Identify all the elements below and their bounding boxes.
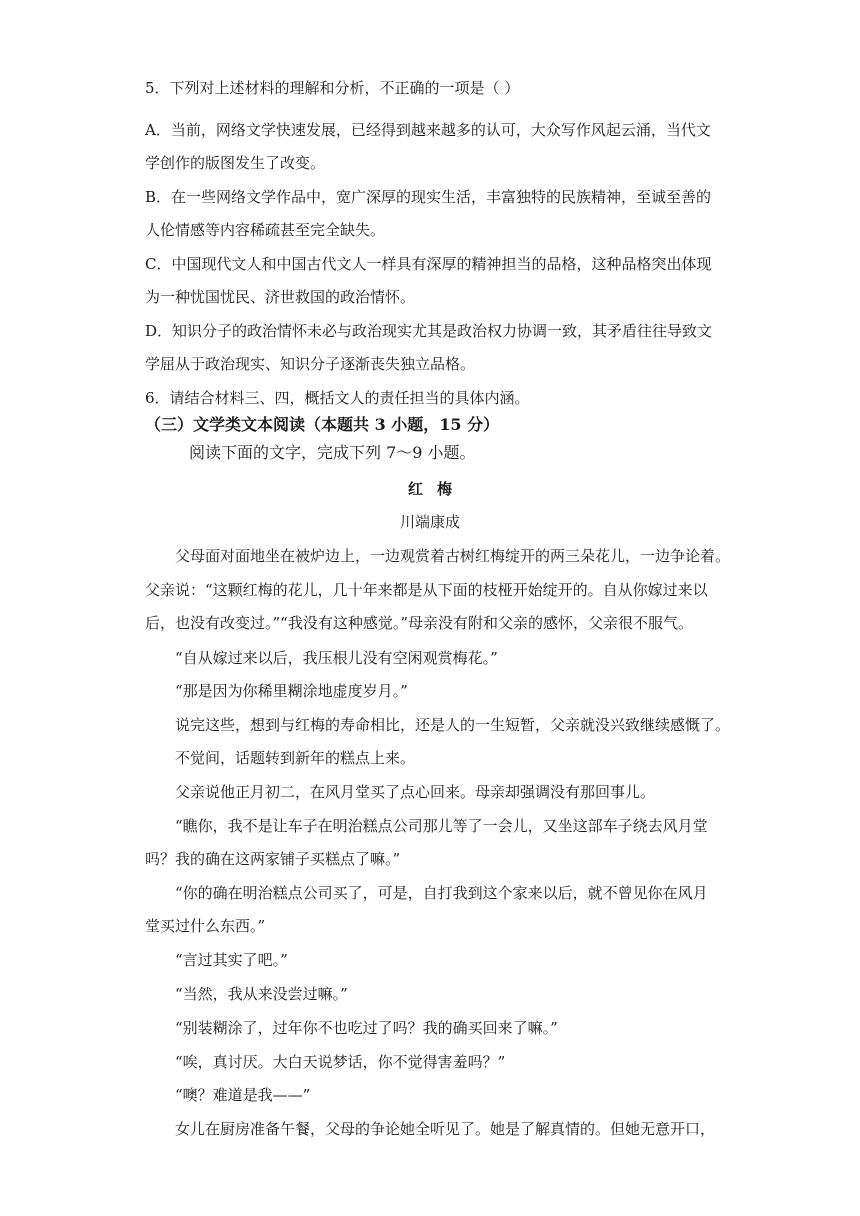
story-line: “那是因为你稀里糊涂地虚度岁月。”: [175, 682, 408, 700]
option-b-line-2: 人伦情感等内容稀疏甚至完全缺失。: [145, 221, 386, 239]
option-a-line-2: 学创作的版图发生了改变。: [145, 154, 326, 172]
story-line: “唉，真讨厌。大白天说梦话，你不觉得害羞吗？”: [175, 1053, 506, 1071]
story-line: 堂买过什么东西。”: [145, 917, 266, 935]
question-5-stem: 5．下列对上述材料的理解和分析，不正确的一项是（ ）: [145, 79, 520, 97]
story-line: 父亲说他正月初二，在风月堂买了点心回来。母亲却强调没有那回事儿。: [175, 783, 656, 801]
question-6: 6．请结合材料三、四，概括文人的责任担当的具体内涵。: [145, 389, 530, 407]
story-title: 红梅: [407, 480, 466, 498]
story-line: 不觉间，话题转到新年的糕点上来。: [175, 749, 416, 767]
story-line: “别装糊涂了，过年你不也吃过了吗？我的确买回来了嘛。”: [175, 1019, 558, 1037]
section-instruction: 阅读下面的文字，完成下列 7～9 小题。: [189, 443, 476, 462]
story-line: “你的确在明治糕点公司买了，可是，自打我到这个家来以后，就不曾见你在风月: [175, 884, 708, 902]
story-line: 父母面对面地坐在被炉边上，一边观赏着古树红梅绽开的两三朵花儿，一边争论着。: [175, 547, 731, 565]
option-d-line-2: 学屈从于政治现实、知识分子逐渐丧失独立品格。: [145, 355, 476, 373]
story-line: 吗？我的确在这两家铺子买糕点了嘛。”: [145, 850, 401, 868]
story-line: “言过其实了吧。”: [175, 951, 288, 969]
story-author: 川端康成: [399, 513, 460, 531]
option-a-line-1: A．当前，网络文学快速发展，已经得到越来越多的认可，大众写作风起云涌，当代文: [145, 121, 711, 139]
story-line: 说完这些，想到与红梅的寿命相比，还是人的一生短暂，父亲就没兴致继续感慨了。: [175, 716, 731, 734]
story-line: 女儿在厨房准备午餐，父母的争论她全听见了。她是了解真情的。但她无意开口，: [175, 1120, 716, 1138]
story-line: “瞧你，我不是让车子在明治糕点公司那儿等了一会儿，又坐这部车子绕去风月堂: [175, 817, 708, 835]
story-line: “当然，我从来没尝过嘛。”: [175, 985, 348, 1003]
story-line: “噢？难道是我——”: [175, 1086, 311, 1104]
story-line: 后，也没有改变过。”“我没有这种感觉。”母亲没有附和父亲的感怀，父亲很不服气。: [145, 614, 694, 632]
option-b-line-1: B．在一些网络文学作品中，宽广深厚的现实生活，丰富独特的民族精神，至诚至善的: [145, 188, 712, 206]
option-d-line-1: D．知识分子的政治情怀未必与政治现实尤其是政治权力协调一致，其矛盾往往导致文: [145, 322, 713, 340]
story-line: 父亲说：“这颗红梅的花儿，几十年来都是从下面的枝桠开始绽开的。自从你嫁过来以: [145, 581, 708, 599]
option-c-line-1: C．中国现代文人和中国古代文人一样具有深厚的精神担当的品格，这种品格突出体现: [145, 255, 712, 273]
section-heading: （三）文学类文本阅读（本题共 3 小题，15 分）: [145, 415, 500, 434]
option-c-line-2: 为一种忧国忧民、济世救国的政治情怀。: [145, 288, 416, 306]
story-line: “自从嫁过来以后，我压根儿没有空闲观赏梅花。”: [175, 649, 498, 667]
